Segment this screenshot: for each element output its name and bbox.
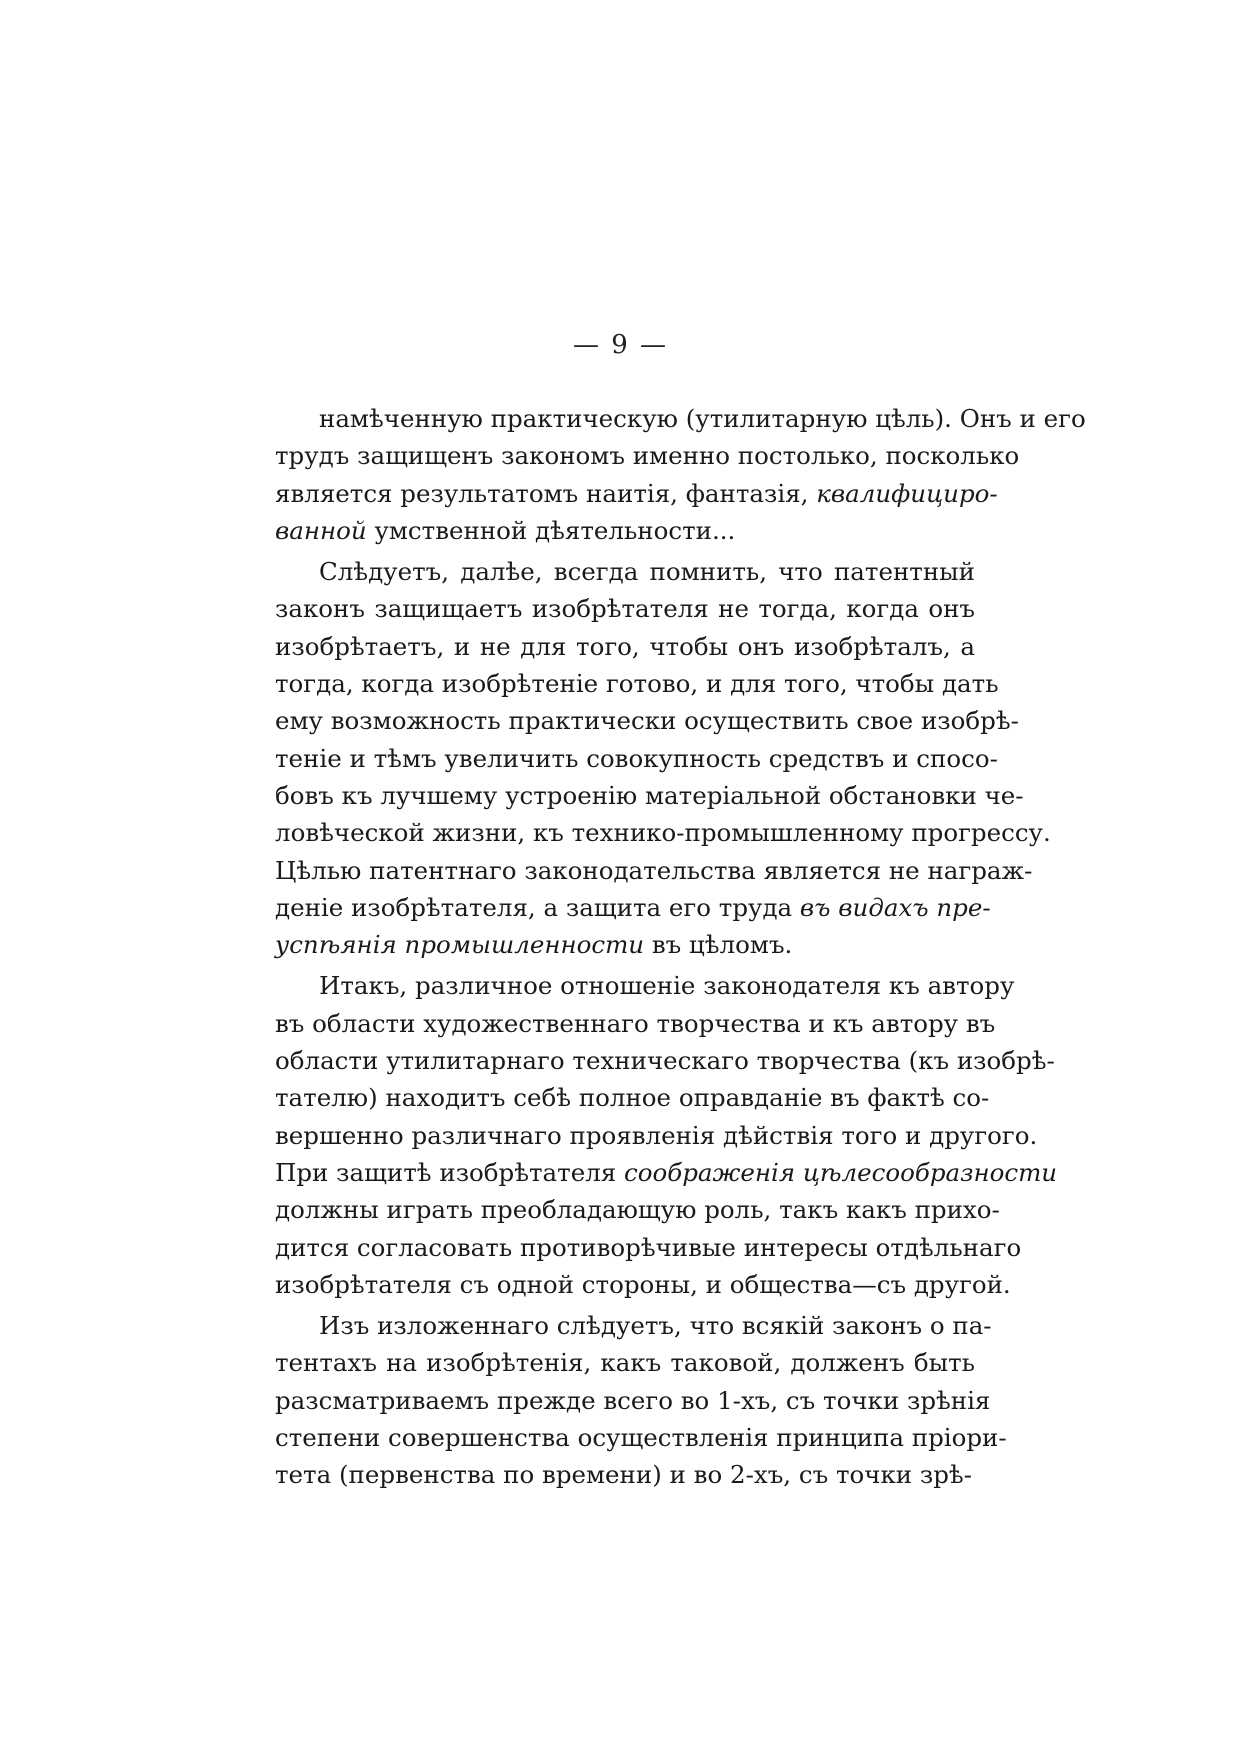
text-line <box>275 1419 1007 1456</box>
text-line <box>275 1266 1011 1303</box>
text-line <box>275 1154 1058 1191</box>
text-line <box>275 1191 1000 1228</box>
text-line <box>275 1344 975 1381</box>
text-span: При защитѣ изобрѣтателя <box>275 1157 625 1187</box>
text-line <box>275 437 1020 474</box>
text-line <box>275 926 975 963</box>
text-line <box>275 1307 992 1344</box>
text-line <box>275 553 975 590</box>
text-span: Цѣлью патентнаго законодательства является не награж- <box>275 855 1033 885</box>
text-line <box>275 1042 1055 1079</box>
text-line <box>275 740 998 777</box>
text-span: ловѣческой жизни, къ технико-промышленному прогрессу. <box>275 818 1051 848</box>
text-span: деніе изобрѣтателя, а защита его труда <box>275 892 800 922</box>
paragraph <box>275 400 1086 549</box>
italic-text: ванной <box>275 515 367 545</box>
text-line <box>275 628 975 665</box>
text-line <box>275 1382 991 1419</box>
text-span: намѣченную практическую (утилитарную цѣль). Онъ и его <box>319 404 1086 433</box>
paragraph <box>275 553 1051 963</box>
text-span: умственной дѣятельности... <box>366 515 736 545</box>
text-line <box>275 475 998 512</box>
text-line <box>275 702 1019 739</box>
text-span: въ области художественнаго творчества и къ автору въ <box>275 1008 996 1038</box>
text-span: въ цѣломъ. <box>644 930 793 960</box>
text-span: изобрѣтаетъ, и не для того, чтобы онъ изобрѣталъ, а <box>275 631 975 661</box>
body-text <box>275 400 1086 1494</box>
text-line <box>275 889 991 926</box>
paragraph <box>275 1307 1007 1493</box>
text-span: тета (первенства по времени) и во 2-хъ, съ точки зрѣ- <box>275 1460 972 1490</box>
text-span: степени совершенства осуществленія принципа пріори- <box>275 1423 1007 1453</box>
text-span: тателю) находитъ себѣ полное оправданіе въ фактѣ со- <box>275 1083 990 1113</box>
text-span: ему возможность практически осуществить свое изобрѣ- <box>275 706 1019 736</box>
text-span: законъ защищаетъ изобрѣтателя не тогда, когда онъ <box>275 594 975 624</box>
text-span: тогда, когда изобрѣтеніе готово, и для того, чтобы дать <box>275 669 999 699</box>
text-line <box>275 1229 1022 1266</box>
text-span: дится согласовать противорѣчивые интересы отдѣльнаго <box>275 1232 1022 1262</box>
text-span: области утилитарнаго техническаго творчества (къ изобрѣ- <box>275 1046 1055 1076</box>
text-line <box>275 1117 1038 1154</box>
text-span: разсматриваемъ прежде всего во 1-хъ, съ точки зрѣнія <box>275 1385 991 1415</box>
text-span: должны играть преобладающую роль, такъ какъ прихо- <box>275 1195 1000 1225</box>
text-line <box>275 1005 996 1042</box>
italic-text: успѣянія промышленности <box>275 930 645 960</box>
text-line <box>275 665 999 702</box>
page-number: — 9 — <box>572 330 669 360</box>
text-line <box>275 852 1033 889</box>
italic-text: квалифициро- <box>816 478 998 508</box>
text-line <box>275 1079 990 1116</box>
text-span: Слѣдуетъ, далѣе, всегда помнить, что патентный <box>319 557 975 587</box>
text-line <box>275 777 1024 814</box>
text-line <box>275 814 1051 851</box>
text-line <box>275 590 975 627</box>
italic-text: соображенія цѣлесообразности <box>624 1157 1058 1187</box>
text-span: является результатомъ наитія, фантазія, <box>275 478 817 508</box>
text-span: теніе и тѣмъ увеличить совокупность средствъ и спосо- <box>275 743 998 773</box>
text-line <box>275 1456 975 1493</box>
text-line <box>275 512 975 549</box>
text-line <box>275 967 1015 1004</box>
paragraph <box>275 967 1058 1303</box>
text-span: вершенно различнаго проявленія дѣйствія того и другого. <box>275 1120 1038 1150</box>
text-span: Итакъ, различное отношеніе законодателя къ автору <box>319 971 1015 1001</box>
italic-text: въ видахъ пре- <box>799 892 991 922</box>
text-span: тентахъ на изобрѣтенія, какъ таковой, долженъ быть <box>275 1348 975 1378</box>
text-line <box>275 400 1086 437</box>
text-span: изобрѣтателя съ одной стороны, и общества—съ другой. <box>275 1269 1011 1299</box>
text-span: трудъ защищенъ закономъ именно постолько, посколько <box>275 441 1020 471</box>
text-span: бовъ къ лучшему устроенію матеріальной обстановки че- <box>275 780 1024 810</box>
text-span: Изъ изложеннаго слѣдуетъ, что всякій законъ о па- <box>319 1311 992 1341</box>
